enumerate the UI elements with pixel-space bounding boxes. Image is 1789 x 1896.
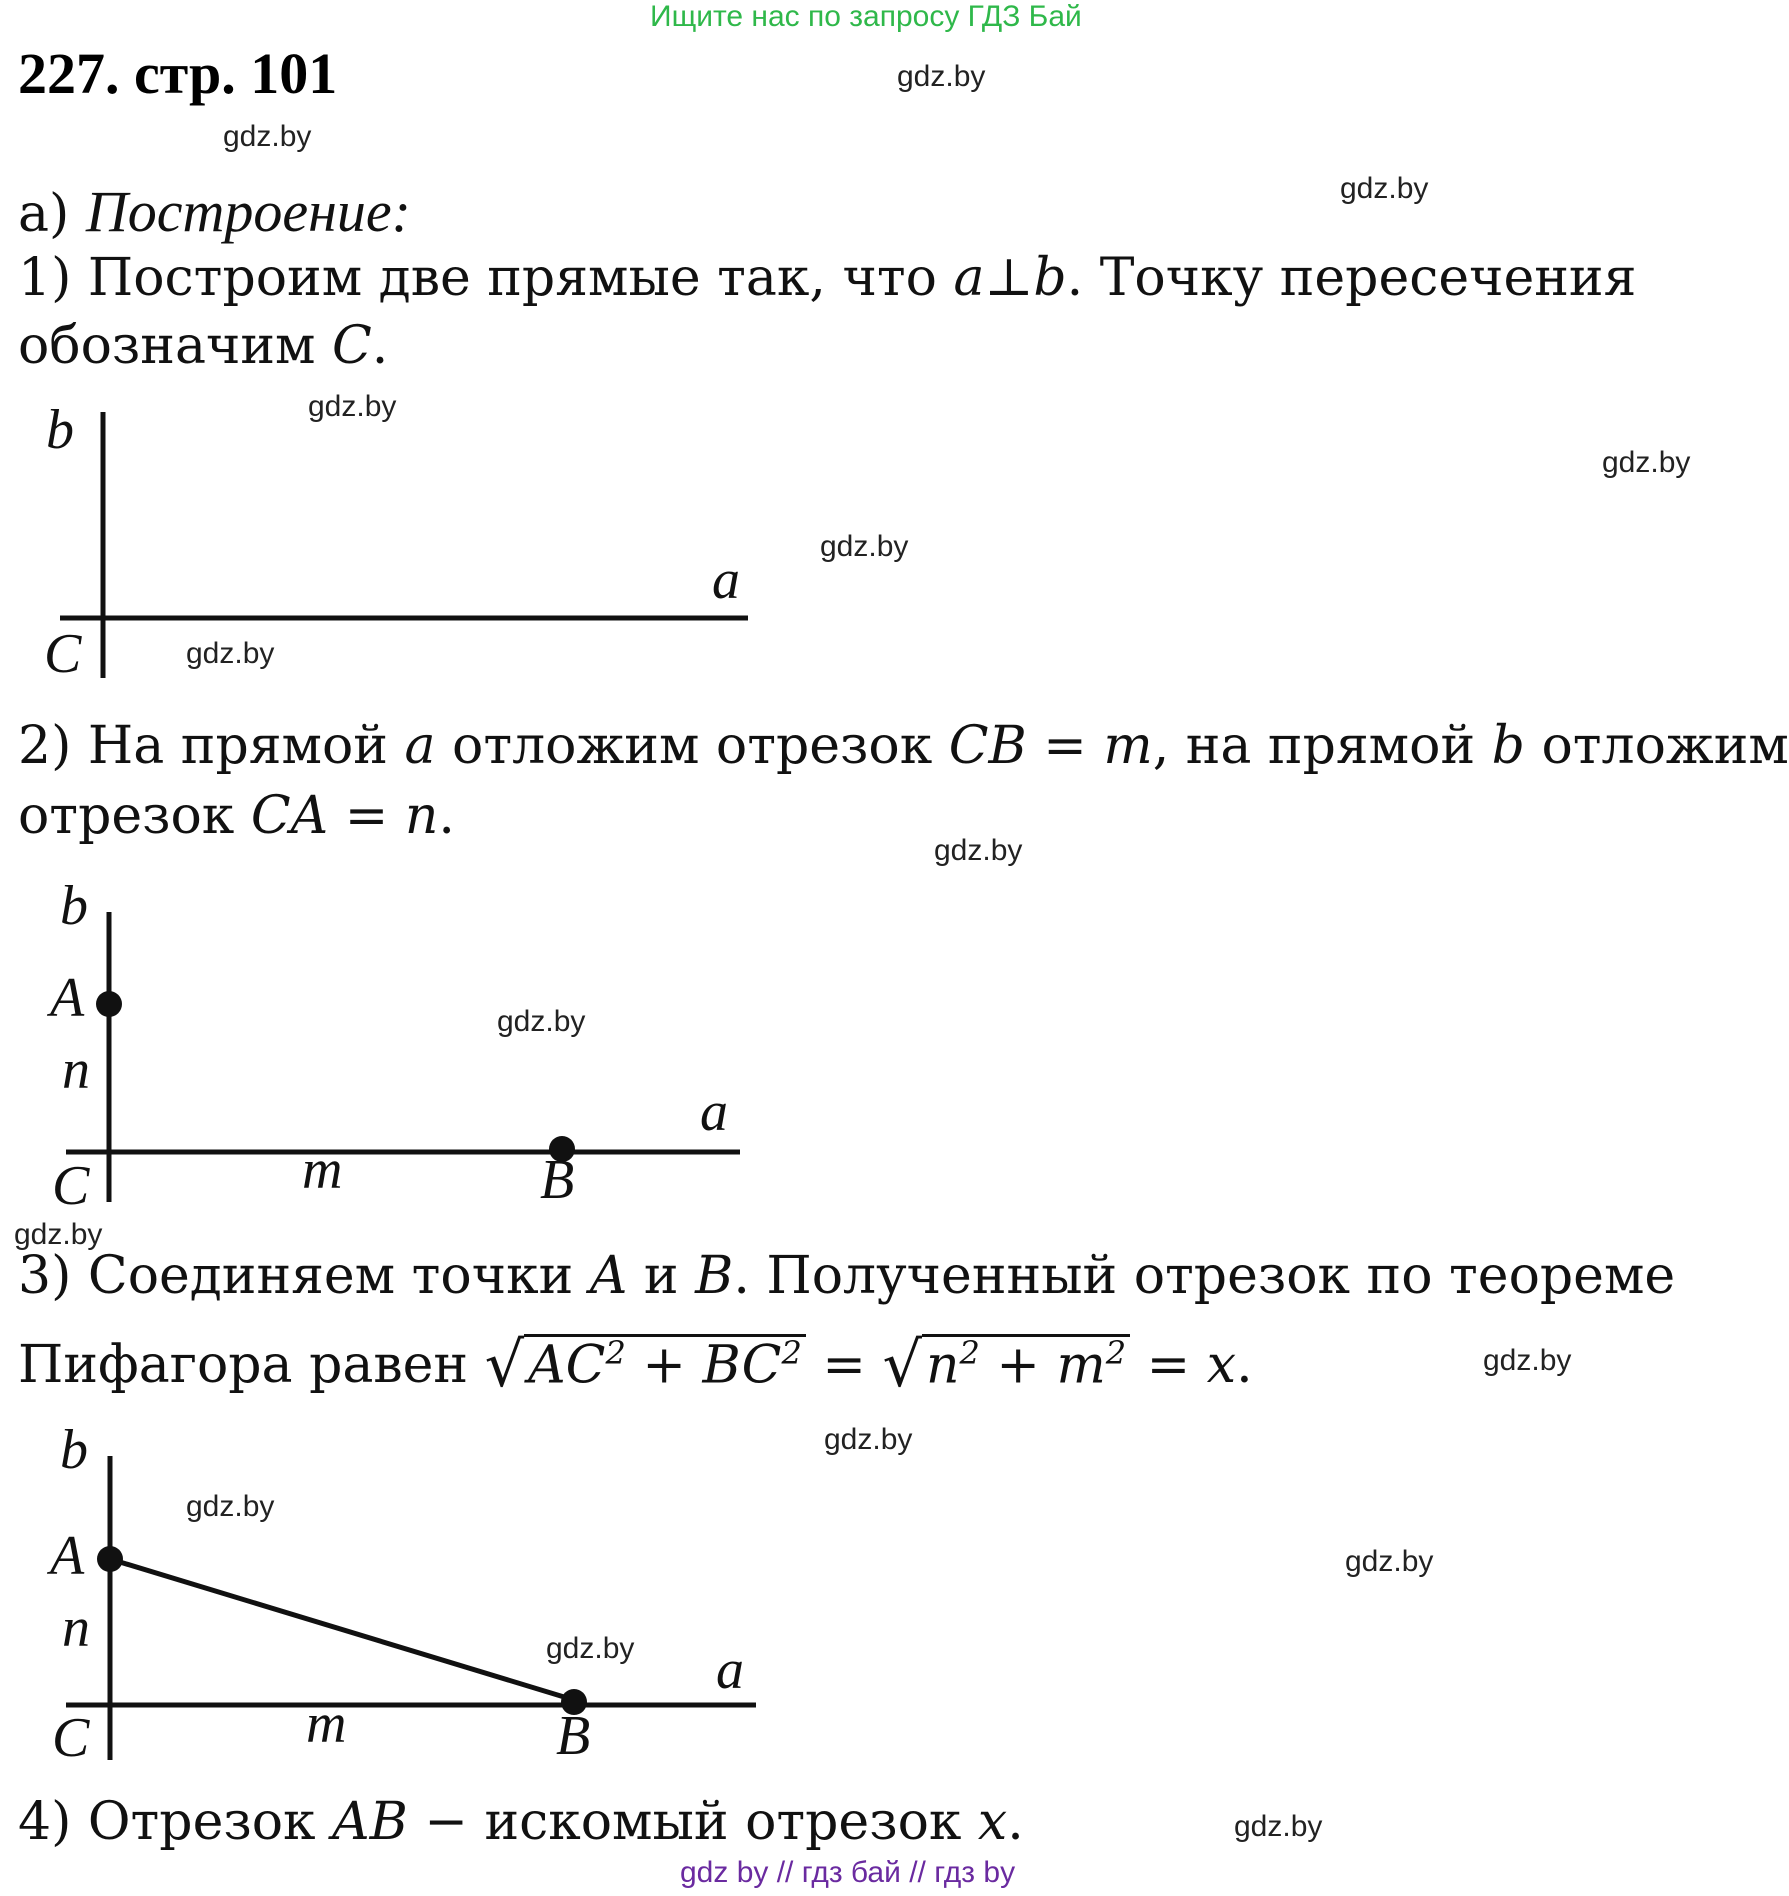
watermark: gdz.by <box>1234 1810 1323 1843</box>
watermark: gdz.by <box>14 1218 103 1251</box>
exponent: 2 <box>959 1333 980 1372</box>
watermark: gdz.by <box>824 1423 913 1456</box>
watermark: gdz.by <box>897 60 986 93</box>
watermark: gdz.by <box>1483 1344 1572 1377</box>
step1-math-c: C <box>331 316 372 376</box>
sqrt-content-2 <box>922 1334 1130 1393</box>
step1-text2: . Точку пересечения <box>1066 248 1637 308</box>
step3-line1 <box>18 1246 1675 1306</box>
result-x: x <box>1206 1335 1237 1395</box>
step3-math-a: A <box>589 1246 628 1306</box>
radical-1: √ <box>484 1328 525 1401</box>
step3-line2 <box>18 1328 1253 1401</box>
exponent: 2 <box>605 1333 626 1372</box>
label-A: A <box>50 1525 85 1587</box>
section-a-heading <box>18 178 411 245</box>
figure-triangle <box>30 1419 770 1769</box>
equals-sign: = <box>805 1335 883 1395</box>
label-b: b <box>60 1419 88 1481</box>
label-c: C <box>44 623 82 685</box>
term-m: m <box>1056 1335 1106 1395</box>
label-m: m <box>306 1693 347 1755</box>
label-B: B <box>556 1705 591 1767</box>
footer-links[interactable]: gdz by // гдз бай // гдз by <box>680 1856 1016 1889</box>
step4-text-b: − искомый отрезок <box>424 1792 962 1852</box>
equals-sign: = <box>1130 1335 1207 1395</box>
watermark: gdz.by <box>546 1632 635 1665</box>
step4-math-ab: AB <box>332 1792 408 1852</box>
point-a <box>97 1546 123 1572</box>
step1-text: 1) Построим две прямые так, что <box>18 248 937 308</box>
section-a-label: а) <box>18 184 70 244</box>
label-a: a <box>712 549 740 611</box>
sqrt-content-1 <box>524 1334 806 1393</box>
watermark: gdz.by <box>223 120 312 153</box>
watermark: gdz.by <box>1345 1545 1434 1578</box>
radical-2: √ <box>882 1328 922 1401</box>
label-b: b <box>60 875 88 937</box>
top-banner[interactable]: Ищите нас по запросу ГДЗ Бай <box>650 0 1082 33</box>
step2-line2-text: отрезок <box>18 786 235 846</box>
step3-text-c: . Полученный отрезок по теореме <box>733 1246 1676 1306</box>
watermark: gdz.by <box>934 834 1023 867</box>
label-C: C <box>52 1155 90 1217</box>
step4-line <box>18 1792 1024 1852</box>
watermark: gdz.by <box>186 637 275 670</box>
pythagoras-formula <box>484 1328 1237 1401</box>
plus-sign: + <box>625 1335 703 1395</box>
label-n: n <box>62 1039 90 1101</box>
step3-line2-text: Пифагора равен <box>18 1335 469 1395</box>
label-C: C <box>52 1707 90 1769</box>
watermark: gdz.by <box>1340 172 1429 205</box>
label-B: B <box>540 1149 575 1211</box>
watermark: gdz.by <box>497 1005 586 1038</box>
term-bc: BC <box>702 1335 782 1395</box>
watermark: gdz.by <box>1602 446 1691 479</box>
step3-text-b: и <box>643 1246 679 1306</box>
term-n: n <box>925 1335 960 1395</box>
point-a <box>96 991 122 1017</box>
plus-sign: + <box>979 1335 1057 1395</box>
watermark: gdz.by <box>820 530 909 563</box>
step2-text-d: отложим <box>1541 716 1789 776</box>
label-b: b <box>46 399 74 461</box>
step2-math-cb: CB = m <box>948 716 1153 776</box>
figure-segments <box>30 872 760 1217</box>
term-ac: AC <box>528 1335 606 1395</box>
label-n: n <box>62 1597 90 1659</box>
step2-line2-end: . <box>438 786 455 846</box>
step4-text-a: 4) Отрезок <box>18 1792 316 1852</box>
label-a: a <box>716 1639 744 1701</box>
exponent: 2 <box>1105 1333 1127 1372</box>
watermark: gdz.by <box>186 1490 275 1523</box>
step2-line1 <box>18 716 1789 776</box>
step1-line2-text: обозначим <box>18 316 316 376</box>
step2-text-c: , на прямой <box>1152 716 1476 776</box>
segment-ab <box>110 1559 574 1700</box>
step1-line2 <box>18 316 388 376</box>
step2-text-b: отложим отрезок <box>452 716 933 776</box>
step2-text-a: 2) На прямой <box>18 716 388 776</box>
step2-math-a: a <box>404 716 436 776</box>
step2-line2 <box>18 786 455 846</box>
step1-line1 <box>18 248 1636 308</box>
label-A: A <box>50 967 85 1029</box>
page-title: 227. стр. 101 <box>18 41 338 106</box>
step2-math-b: b <box>1491 716 1525 776</box>
step2-math-ca: CA = n <box>250 786 439 846</box>
figure-perpendicular-lines <box>30 400 760 690</box>
step1-math-perp: a⊥b <box>953 248 1067 308</box>
step4-end: . <box>1007 1792 1024 1852</box>
step4-math-x: x <box>977 1792 1008 1852</box>
exponent: 2 <box>781 1333 802 1372</box>
label-a: a <box>700 1081 728 1143</box>
step3-math-b: B <box>695 1246 734 1306</box>
label-m: m <box>302 1139 343 1201</box>
section-a-title: Построение: <box>85 179 411 244</box>
step3-text-a: 3) Соединяем точки <box>18 1246 574 1306</box>
step3-line2-end: . <box>1236 1335 1253 1395</box>
watermark: gdz.by <box>308 390 397 423</box>
step1-line2-end: . <box>371 316 389 376</box>
